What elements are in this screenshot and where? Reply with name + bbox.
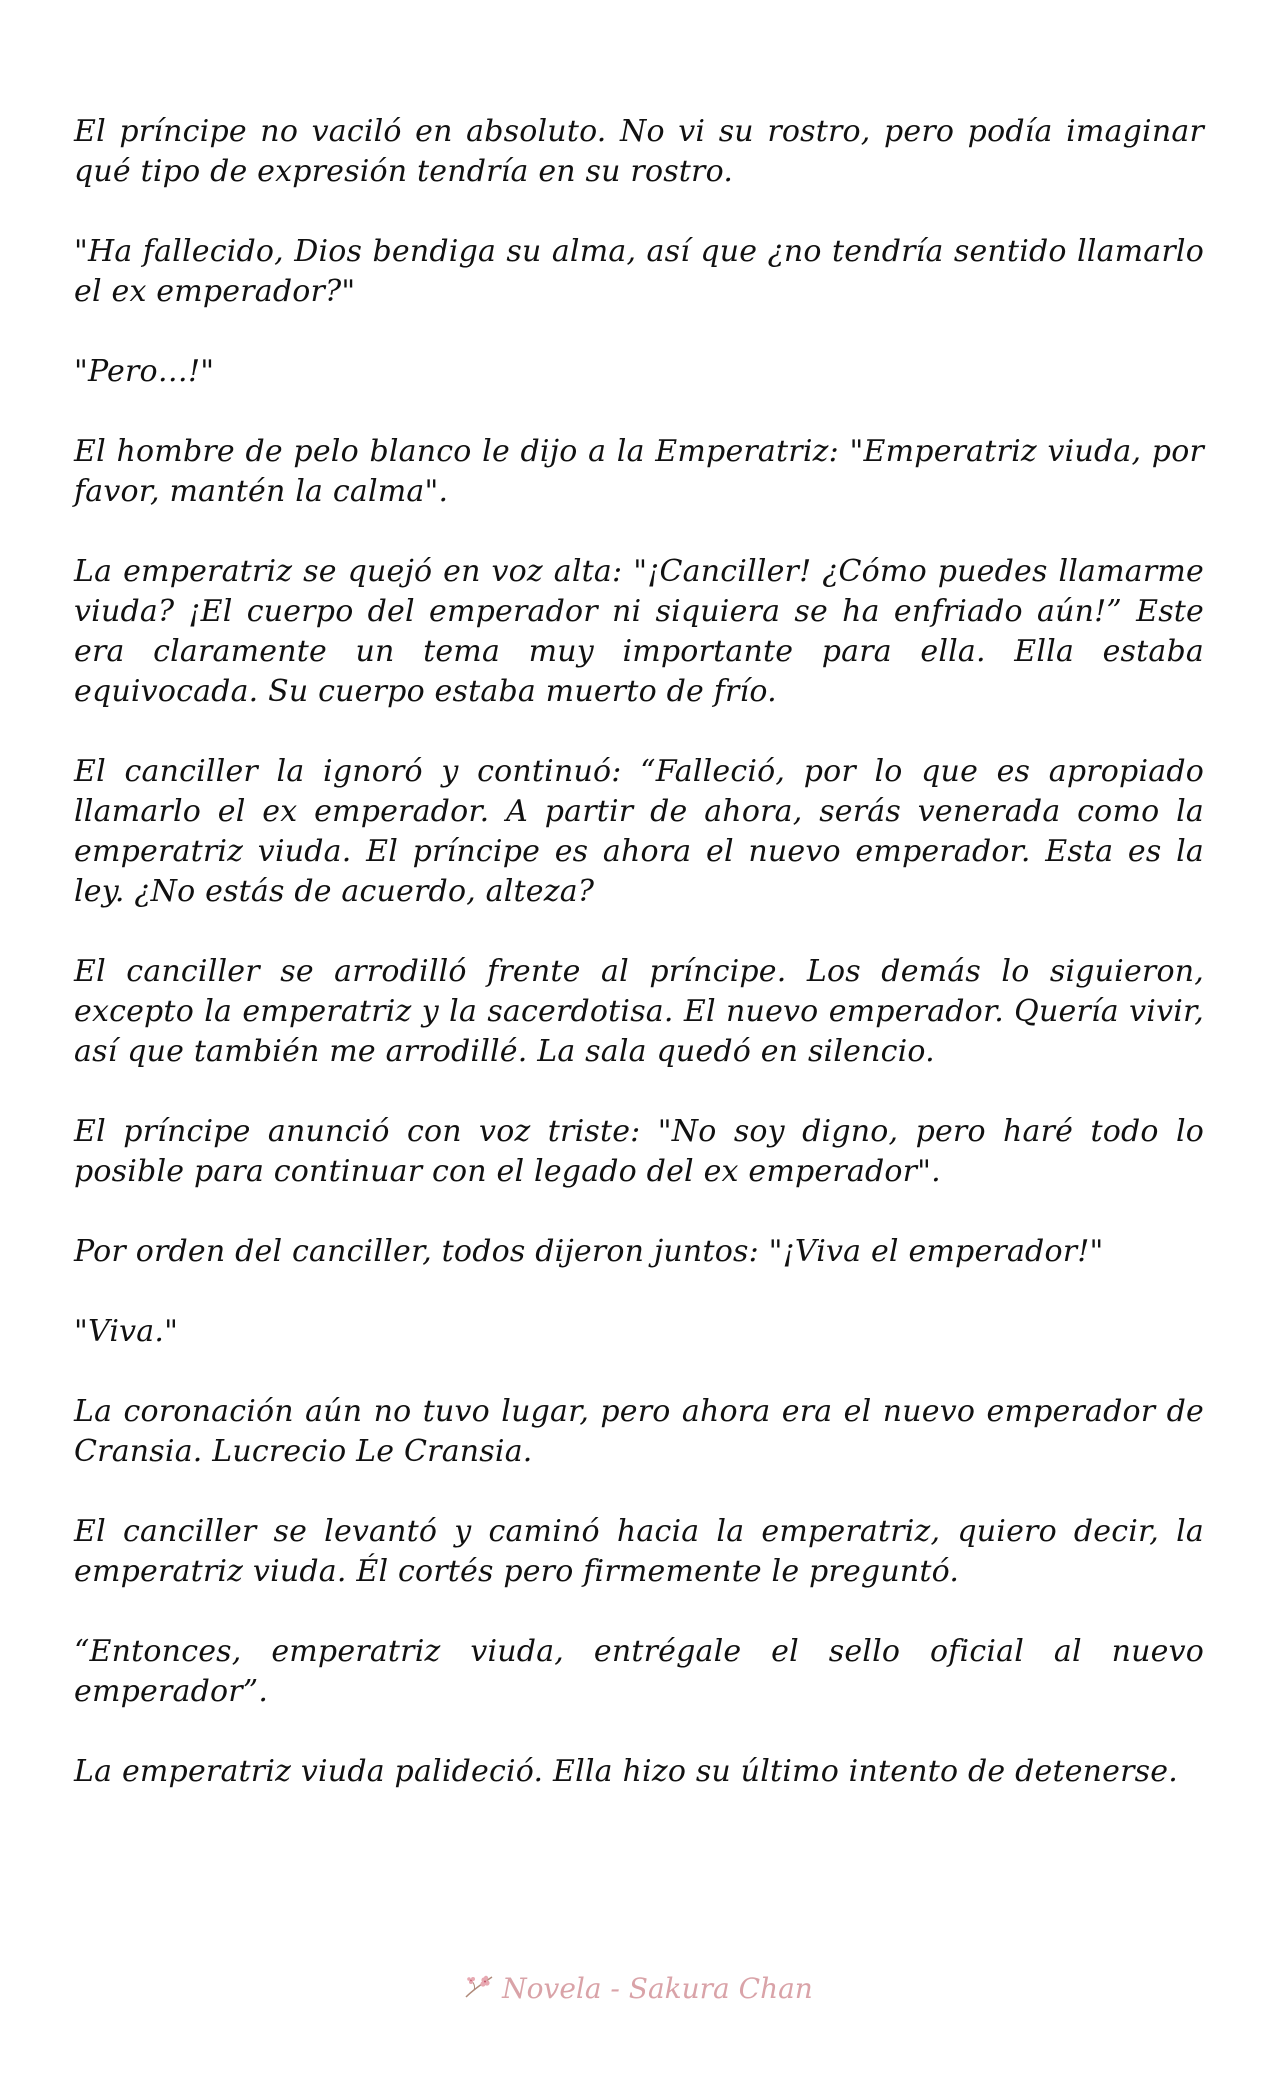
paragraph: La emperatriz se quejó en voz alta: "¡Canciller! ¿Cómo puedes llamarme viuda? ¡El cuerpo del emperador ni siquiera se ha enfriado aún!” Este era claramente un tema muy importante para ella. Ella estaba equivocada. Su cuerpo estaba muerto de frío. xyxy=(74,554,1204,709)
paragraph: La emperatriz viuda palideció. Ella hizo su último intento de detenerse. xyxy=(74,1754,1178,1789)
paragraph: La coronación aún no tuvo lugar, pero ahora era el nuevo emperador de Cransia. Lucrecio Le Cransia. xyxy=(74,1394,1204,1469)
document-body xyxy=(74,112,1204,1832)
paragraph: "Pero…!" xyxy=(74,354,215,389)
watermark-text: Novela - Sakura Chan xyxy=(502,1971,813,2005)
paragraph: "Ha fallecido, Dios bendiga su alma, así que ¿no tendría sentido llamarlo el ex emperador?" xyxy=(74,234,1204,309)
paragraph: El canciller se arrodilló frente al príncipe. Los demás lo siguieron, excepto la emperatriz y la sacerdotisa. El nuevo emperador. Quería vivir, así que también me arrodillé. La sala quedó en silencio. xyxy=(74,954,1204,1069)
cherry-blossom-icon xyxy=(462,1971,496,2005)
paragraph: "Viva." xyxy=(74,1314,179,1349)
paragraph: El canciller se levantó y caminó hacia la emperatriz, quiero decir, la emperatriz viuda. Él cortés pero firmemente le preguntó. xyxy=(74,1514,1204,1589)
paragraph: “Entonces, emperatriz viuda, entrégale el sello oficial al nuevo emperador”. xyxy=(74,1634,1204,1709)
paragraph: El canciller la ignoró y continuó: “Falleció, por lo que es apropiado llamarlo el ex emperador. A partir de ahora, serás venerada como la emperatriz viuda. El príncipe es ahora el nuevo emperador. Esta es la ley. ¿No estás de acuerdo, alteza? xyxy=(74,754,1204,909)
paragraph: El hombre de pelo blanco le dijo a la Emperatriz: "Emperatriz viuda, por favor, mantén la calma". xyxy=(74,434,1204,509)
paragraph: El príncipe anunció con voz triste: "No soy digno, pero haré todo lo posible para continuar con el legado del ex emperador". xyxy=(74,1114,1204,1189)
paragraph: El príncipe no vaciló en absoluto. No vi su rostro, pero podía imaginar qué tipo de expresión tendría en su rostro. xyxy=(74,114,1204,189)
paragraph: Por orden del canciller, todos dijeron juntos: "¡Viva el emperador!" xyxy=(74,1234,1104,1269)
watermark-footer xyxy=(0,1963,1275,2013)
